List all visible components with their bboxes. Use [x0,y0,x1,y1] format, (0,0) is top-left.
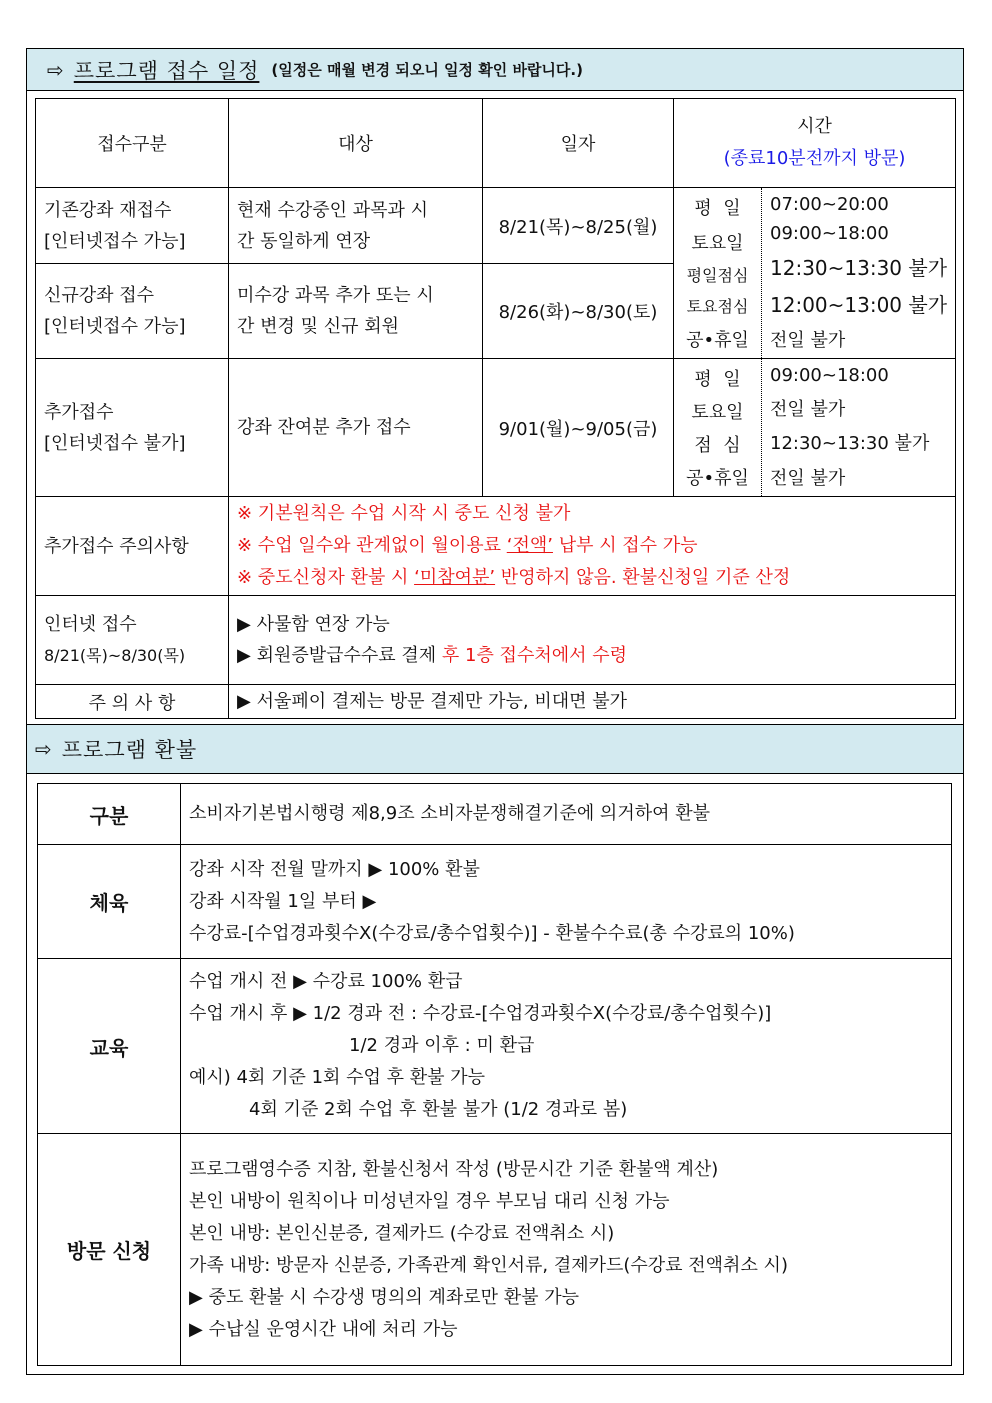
category-note: [인터넷접수 불가] [44,432,186,454]
refund-line: 강좌 시작월 1일 부터 ▶ [189,890,377,912]
arrow-right-icon: ⇨ [47,57,64,82]
refund-content [181,845,952,959]
time-key: 토요점심 [686,297,749,317]
time-value: 09:00~18:00 [770,365,889,387]
refund-line: 4회 기준 2회 수업 후 환불 불가 (1/2 경과로 봄) [249,1099,628,1120]
table-row [38,1134,952,1366]
refund-line: 수업 개시 후 ▶ 1/2 경과 전 : 수강료-[수업경과횟수X(수강료/총수업횟수)] [189,1003,772,1024]
internet-content [229,596,956,685]
table-row [36,359,956,497]
notice-content [229,497,956,596]
row-target [229,188,483,264]
caution-row [36,685,956,719]
header-time-label: 시간 [797,116,832,137]
row-category [36,188,229,264]
time-key: 평 일 [694,198,741,220]
header-time [674,99,956,188]
time-key: 평 일 [694,368,741,390]
caution-text: ▶ 서울페이 결제는 방문 결제만 가능, 비대면 불가 [229,685,956,719]
row-date: 8/21(목)~8/25(월) [483,188,674,264]
refund-line: ▶ 수납실 운영시간 내에 처리 가능 [189,1318,458,1340]
time-value: 전일 불가 [770,330,846,351]
table-row [38,845,952,959]
refund-content [181,959,952,1134]
emphasis-unattended: ‘미참여분’ [414,567,496,588]
row-category [36,359,229,497]
refund-line: ▶ 중도 환불 시 수강생 명의의 계좌로만 환불 가능 [189,1286,579,1308]
arrow-right-icon: ⇨ [35,737,52,761]
notice-label: 추가접수 주의사항 [36,497,229,596]
time-value: 09:00~18:00 [770,223,889,244]
refund-line: 수업 개시 전 ▶ 수강료 100% 환급 [189,971,463,992]
refund-label: 체육 [38,845,181,959]
time-block-1 [674,188,956,359]
time-value: 12:30~13:30 불가 [770,433,930,455]
category-name: 기존강좌 재접수 [44,199,172,221]
internet-label-cell [36,596,229,685]
category-note: [인터넷접수 가능] [44,230,186,252]
refund-line: 1/2 경과 이후 : 미 환급 [349,1035,535,1056]
target-line: 간 동일하게 연장 [237,230,371,252]
refund-line: 본인 내방이 원칙이나 미성년자일 경우 부모님 대리 신청 가능 [189,1190,670,1212]
refund-label: 구분 [38,784,181,845]
section-title: 프로그램 접수 일정 [73,58,260,83]
header-category: 접수구분 [36,99,229,188]
time-key: 토요일 [691,401,744,423]
refund-line: 가족 내방: 방문자 신분증, 가족관계 확인서류, 결제카드(수강료 전액취소 시) [189,1254,788,1276]
refund-line: 소비자기본법시행령 제8,9조 소비자분쟁해결기준에 의거하여 환불 [189,803,710,824]
time-key: 점 심 [694,435,741,457]
refund-content [181,784,952,845]
refund-line: 강좌 시작 전월 말까지 ▶ 100% 환불 [189,858,480,880]
internet-period: 8/21(목)~8/30(목) [44,646,186,665]
emphasis-full-amount: ‘전액’ [506,535,553,556]
target-line: 미수강 과목 추가 또는 시 [237,285,434,307]
time-block-2 [674,359,956,497]
time-value: 12:30~13:30 불가 [770,256,948,280]
table-row [38,959,952,1134]
refund-content [181,1134,952,1366]
row-category [36,264,229,359]
time-key: 공•휴일 [686,468,749,490]
target-line: 강좌 잔여분 추가 접수 [237,417,411,438]
header-target: 대상 [229,99,483,188]
internet-line: ▶ 사물함 연장 가능 [237,614,390,635]
time-value: 전일 불가 [770,467,846,489]
section-subtitle: (일정은 매월 변경 되오니 일정 확인 바랍니다.) [271,61,583,79]
internet-label: 인터넷 접수 [44,614,137,635]
notice-line: ※ 수업 일수와 관계없이 월이용료 ‘전액’ 납부 시 접수 가능 [237,535,698,556]
time-key: 토요일 [691,232,744,254]
section-header-schedule [26,48,964,91]
row-target [229,359,483,497]
row-target [229,264,483,359]
header-time-note: (종료10분전까지 방문) [723,148,906,169]
category-name: 신규강좌 접수 [44,285,155,307]
table-header-row [36,99,956,188]
time-value: 07:00~20:00 [770,194,889,215]
time-key: 평일점심 [686,265,749,285]
category-name: 추가접수 [44,401,114,423]
table-row [38,784,952,845]
section-header-refund [26,724,964,774]
row-date: 8/26(화)~8/30(토) [483,264,674,359]
section-title: 프로그램 환불 [61,738,198,762]
time-value: 12:00~13:00 불가 [770,293,948,317]
internet-line: ▶ 회원증발급수수료 결제 후 1층 접수처에서 수령 [237,645,627,666]
refund-label: 교육 [38,959,181,1134]
row-date: 9/01(월)~9/05(금) [483,359,674,497]
refund-line: 수강료-[수업경과횟수X(수강료/총수업횟수)] - 환불수수료(총 수강료의 10%) [189,922,795,944]
schedule-table [35,98,956,719]
refund-line: 예시) 4회 기준 1회 수업 후 환불 가능 [189,1067,486,1088]
refund-table [37,783,952,1366]
time-value: 전일 불가 [770,398,846,420]
internet-row [36,596,956,685]
time-key: 공•휴일 [686,329,749,351]
refund-line: 본인 내방: 본인신분증, 결제카드 (수강료 전액취소 시) [189,1222,615,1244]
refund-label: 방문 신청 [38,1134,181,1366]
refund-line: 프로그램영수증 지참, 환불신청서 작성 (방문시간 기준 환불액 계산) [189,1158,719,1180]
target-line: 간 변경 및 신규 회원 [237,316,399,338]
notice-row [36,497,956,596]
target-line: 현재 수강중인 과목과 시 [237,199,429,221]
notice-line: ※ 중도신청자 환불 시 ‘미참여분’ 반영하지 않음. 환불신청일 기준 산정 [237,567,791,588]
header-date: 일자 [483,99,674,188]
table-row [36,188,956,264]
notice-line: ※ 기본원칙은 수업 시작 시 중도 신청 불가 [237,503,571,524]
category-note: [인터넷접수 가능] [44,316,186,338]
caution-label: 주 의 사 항 [36,685,229,719]
